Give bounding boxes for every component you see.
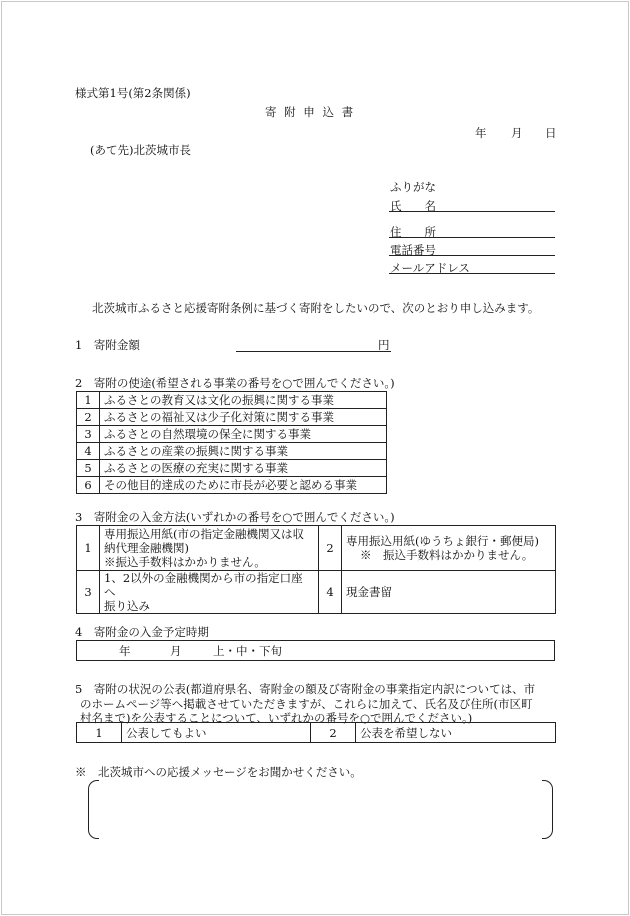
table-row[interactable] <box>77 443 387 460</box>
usage-option-number[interactable]: 4 <box>77 443 100 460</box>
table-row[interactable] <box>77 392 387 409</box>
payment-option-text <box>100 526 319 571</box>
publication-label-line-1: 5 寄附の状況の公表(都道府県名、寄附金の額及び寄附金の事業指定内訳については、市 <box>75 682 536 696</box>
table-row[interactable] <box>77 477 387 494</box>
address-field[interactable] <box>389 237 555 238</box>
furigana-label: ふりがな <box>390 180 436 194</box>
addressee: (あて先)北茨城市長 <box>90 143 191 157</box>
usage-option-text: ふるさとの医療の充実に関する事業 <box>100 460 387 477</box>
payment-option-line: 振り込み <box>104 599 150 613</box>
message-prompt: ※ 北茨城市への応援メッセージをお聞かせください。 <box>75 765 362 779</box>
payment-option-line: ※振込手数料はかかりません。 <box>104 555 266 569</box>
intro-text: 北茨城市ふるさと応援寄附条例に基づく寄附をしたいので、次のとおり申し込みます。 <box>92 301 540 315</box>
schedule-year-label: 年 <box>119 644 131 658</box>
payment-option-number[interactable]: 4 <box>319 571 342 614</box>
payment-option-line: ※ 振込手数料はかかりません。 <box>360 548 534 562</box>
table-row[interactable] <box>77 460 387 477</box>
table-row[interactable] <box>77 409 387 426</box>
donation-amount-field[interactable] <box>236 351 391 352</box>
name-label: 氏 名 <box>390 199 436 213</box>
yen-unit: 円 <box>378 338 390 352</box>
payment-option-line: 専用振込用紙(ゆうちょ銀行・郵便局) <box>346 534 539 548</box>
usage-label: 2 寄附の使途(希望される事業の番号を○で囲んでください。) <box>75 376 395 390</box>
date-day-label: 日 <box>545 126 557 140</box>
payment-option-text: 現金書留 <box>342 571 556 614</box>
usage-table <box>76 391 387 494</box>
payment-option-text <box>342 526 556 571</box>
form-number: 様式第1号(第2条関係) <box>75 86 191 100</box>
publication-option-text: 公表してもよい <box>122 723 311 743</box>
date-year-label: 年 <box>475 126 487 140</box>
publication-option-number[interactable]: 1 <box>77 723 122 743</box>
payment-option-line: 納代理金融機関) <box>104 541 189 555</box>
table-row[interactable] <box>77 526 556 571</box>
payment-option-number[interactable]: 3 <box>77 571 100 614</box>
payment-option-text <box>100 571 319 614</box>
publication-label-line-3: 村名まで)を公表することについて、いずれかの番号を○で囲んでください。) <box>80 711 473 725</box>
table-row[interactable] <box>77 571 556 614</box>
message-box-right-bracket <box>542 780 553 839</box>
name-field[interactable] <box>389 211 555 212</box>
payment-option-number[interactable]: 1 <box>77 526 100 571</box>
payment-schedule-field[interactable] <box>76 640 555 661</box>
usage-option-text: ふるさとの教育又は文化の振興に関する事業 <box>100 392 387 409</box>
usage-option-number[interactable]: 1 <box>77 392 100 409</box>
schedule-period-label: 上・中・下旬 <box>213 644 282 658</box>
phone-label: 電話番号 <box>390 243 436 257</box>
usage-option-text: ふるさとの自然環境の保全に関する事業 <box>100 426 387 443</box>
address-label: 住 所 <box>390 225 436 239</box>
donation-amount-label: 1 寄附金額 <box>75 338 140 352</box>
table-row[interactable] <box>77 426 387 443</box>
payment-option-line: 1、2以外の金融機関から市の指定口座へ <box>104 571 303 599</box>
publication-label-line-2: のホームページ等へ掲載させていただきますが、これらに加えて、氏名及び住所(市区町 <box>80 697 533 711</box>
usage-option-text: ふるさとの福祉又は少子化対策に関する事業 <box>100 409 387 426</box>
usage-option-number[interactable]: 2 <box>77 409 100 426</box>
publication-table <box>76 722 556 743</box>
payment-method-label: 3 寄附金の入金方法(いずれかの番号を○で囲んでください。) <box>75 510 395 524</box>
date-month-label: 月 <box>511 126 523 140</box>
usage-option-number[interactable]: 3 <box>77 426 100 443</box>
payment-schedule-label: 4 寄附金の入金予定時期 <box>75 625 209 639</box>
usage-option-text: ふるさとの産業の振興に関する事業 <box>100 443 387 460</box>
message-box-left-bracket <box>88 780 99 839</box>
schedule-month-label: 月 <box>170 644 182 658</box>
email-label: メールアドレス <box>390 261 470 275</box>
email-field[interactable] <box>389 273 555 274</box>
form-title: 寄 附 申 込 書 <box>265 105 356 119</box>
usage-option-text: その他目的達成のために市長が必要と認める事業 <box>100 477 387 494</box>
payment-option-line: 専用振込用紙(市の指定金融機関又は収 <box>104 527 304 541</box>
table-row[interactable] <box>77 723 556 743</box>
usage-option-number[interactable]: 5 <box>77 460 100 477</box>
publication-option-number[interactable]: 2 <box>311 723 356 743</box>
publication-option-text: 公表を希望しない <box>356 723 556 743</box>
phone-field[interactable] <box>389 255 555 256</box>
message-box[interactable] <box>88 780 553 839</box>
usage-option-number[interactable]: 6 <box>77 477 100 494</box>
payment-option-number[interactable]: 2 <box>319 526 342 571</box>
payment-method-table <box>76 525 556 614</box>
